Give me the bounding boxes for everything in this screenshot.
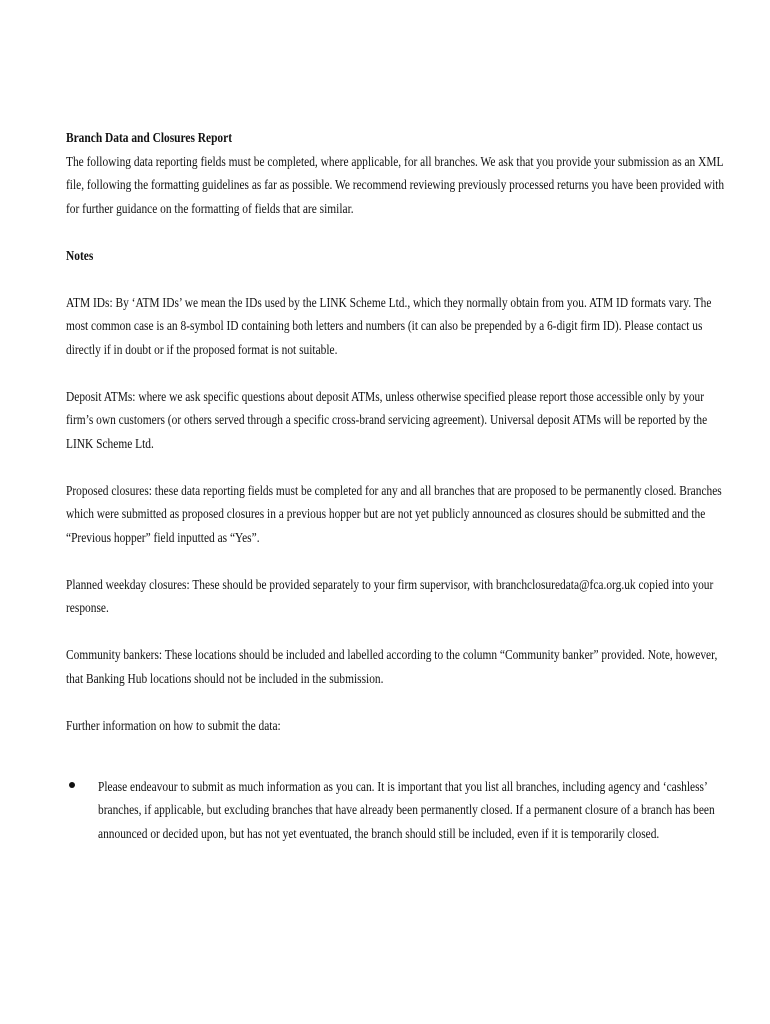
intro-paragraph bbox=[66, 150, 725, 221]
note-line: which were submitted as proposed closures in a previous hopper but are not yet publicly announced as closures should be submitted and the bbox=[66, 506, 706, 521]
note-atm-ids bbox=[66, 291, 712, 362]
bullet-line: announced or decided upon, but has not yet eventuated, the branch should still be included, even if it is temporarily closed. bbox=[98, 825, 660, 841]
intro-line: file, following the formatting guidelines as far as possible. We recommend reviewing previously processed returns you have been provided with bbox=[66, 177, 725, 192]
bullet-icon bbox=[69, 782, 75, 788]
note-line: “Previous hopper” field inputted as “Yes”. bbox=[66, 529, 260, 545]
note-line: Deposit ATMs: where we ask specific questions about deposit ATMs, unless otherwise specified please report those accessible only by your bbox=[66, 388, 705, 404]
bullet-line: branches, if applicable, but excluding branches that have already been permanently closed. If a permanent closure of a branch has been bbox=[98, 802, 715, 817]
note-deposit-atms bbox=[66, 385, 706, 456]
note-line: Community bankers: These locations should be included and labelled according to the column “Community banker” provided. Note, however, bbox=[66, 647, 718, 662]
document-page bbox=[66, 126, 725, 845]
notes-heading: Notes bbox=[66, 247, 94, 263]
note-proposed-closures bbox=[66, 479, 722, 550]
note-line: ATM IDs: By ‘ATM IDs’ we mean the IDs used by the LINK Scheme Ltd., which they normally obtain from you. ATM ID formats vary. The bbox=[66, 294, 712, 310]
note-line: directly if in doubt or if the proposed format is not suitable. bbox=[66, 341, 338, 357]
intro-line: The following data reporting fields must be completed, where applicable, for all branches. We ask that you provide your submission as an XML bbox=[66, 153, 724, 169]
note-line: Proposed closures: these data reporting fields must be completed for any and all branches that are proposed to be permanently closed. Branches bbox=[66, 482, 722, 498]
note-further-information bbox=[66, 714, 706, 738]
note-line: Further information on how to submit the data: bbox=[66, 717, 281, 733]
note-line: that Banking Hub locations should not be included in the submission. bbox=[66, 670, 384, 686]
note-line: firm’s own customers (or others served through a specific cross-brand servicing agreement). Universal deposit ATMs will be reported by the bbox=[66, 412, 708, 427]
note-line: LINK Scheme Ltd. bbox=[66, 435, 154, 451]
note-line: response. bbox=[66, 600, 109, 615]
note-community-bankers bbox=[66, 643, 718, 690]
bullet-list-item bbox=[66, 775, 715, 846]
intro-line: for further guidance on the formatting of fields that are similar. bbox=[66, 200, 354, 216]
note-line: Planned weekday closures: These should be provided separately to your firm supervisor, with branchclosuredata@fca.org.uk copied into your bbox=[66, 576, 714, 592]
bullet-line: Please endeavour to submit as much information as you can. It is important that you list all branches, including agency and ‘cashless’ bbox=[98, 778, 708, 794]
document-title: Branch Data and Closures Report bbox=[66, 130, 233, 145]
note-line: most common case is an 8-symbol ID containing both letters and numbers (it can also be prepended by a 6-digit firm ID). Please contact us bbox=[66, 318, 703, 333]
note-planned-weekday-closures bbox=[66, 573, 714, 620]
